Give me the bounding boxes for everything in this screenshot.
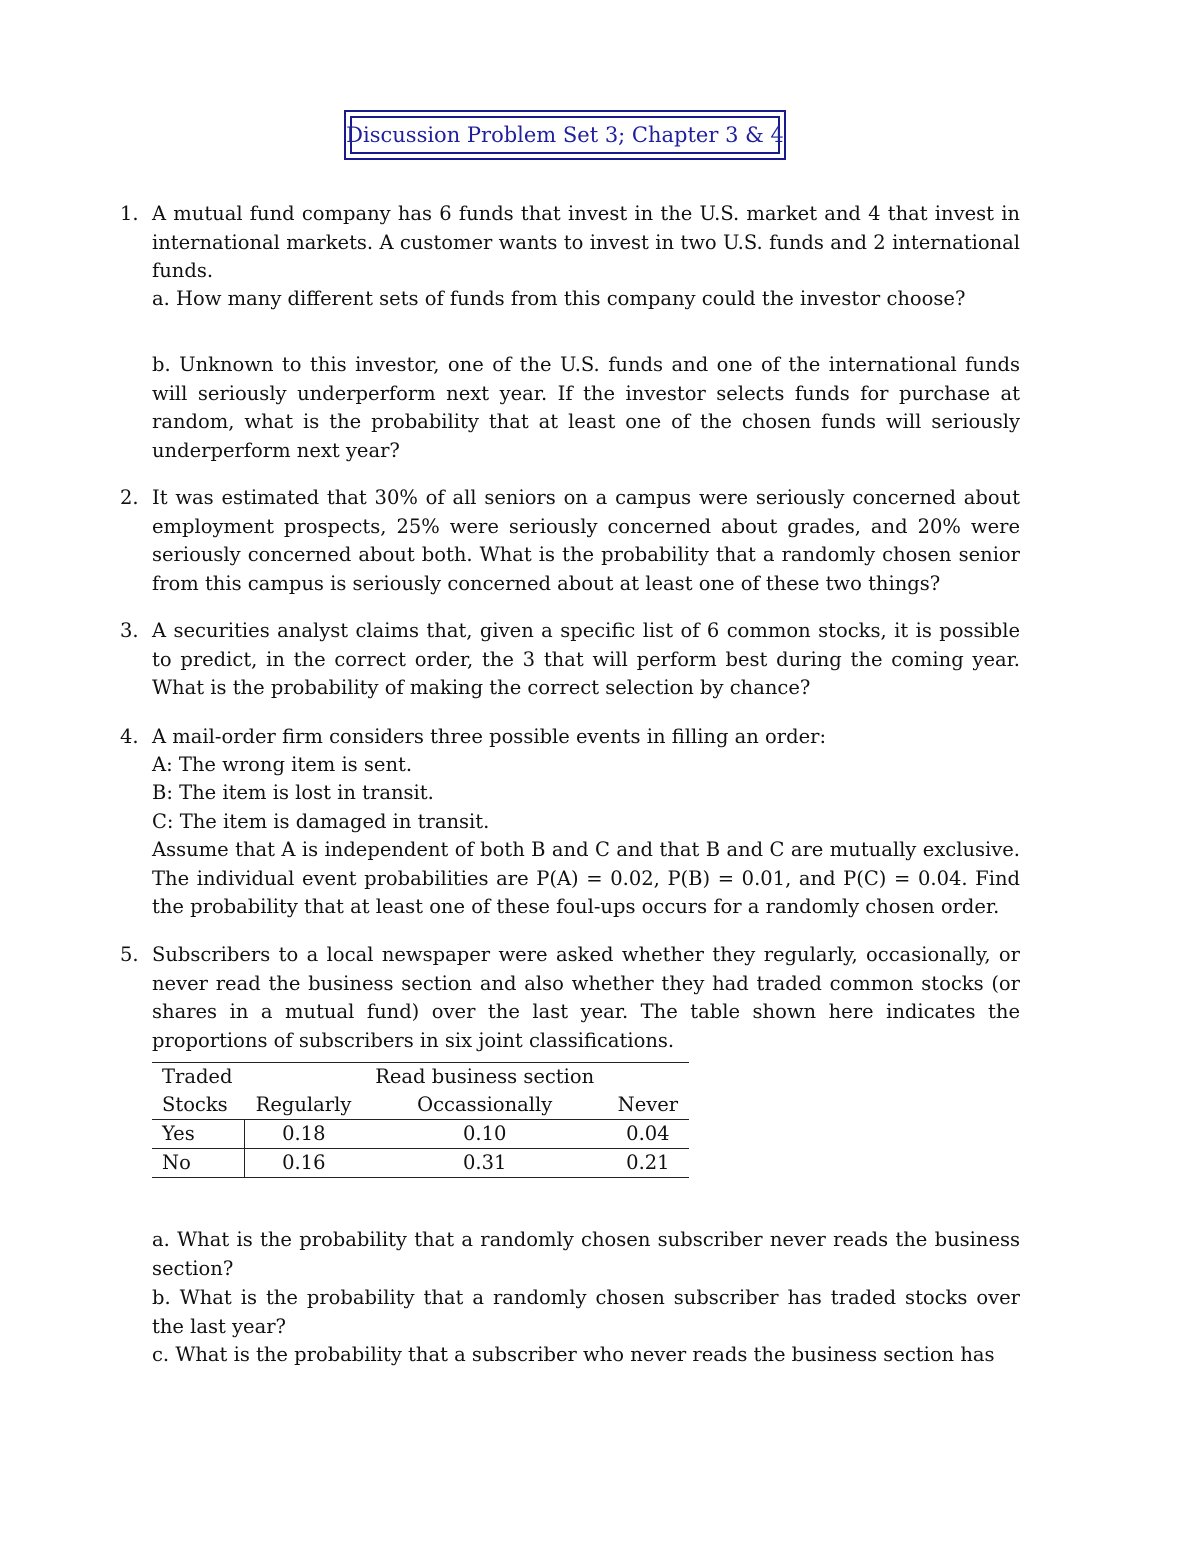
problem-4-text: Assume that A is independent of both B and C and that B and C are mutually exclusive. The individual event probabilities are P(A) = 0.02, P(B) = 0.01, and P(C) = 0.04. Find the probability that at least one of these foul-ups occurs for a randomly chosen order. [152, 838, 1020, 919]
row-header-bottom: Stocks [162, 1093, 228, 1116]
group-header: Read business section [375, 1065, 595, 1088]
problem-2-number: 2. [120, 486, 139, 509]
problem-4-number: 4. [120, 725, 139, 748]
problem-1-number: 1. [120, 202, 139, 225]
title-box [344, 110, 786, 160]
problem-1-text: A mutual fund company has 6 funds that invest in the U.S. market and 4 that invest in international markets. A customer wants to invest in two U.S. funds and 2 international funds. [152, 202, 1020, 283]
problem-4-event-c: C: The item is damaged in transit. [152, 810, 490, 833]
problem-4-event-b: B: The item is lost in transit. [152, 781, 434, 804]
column-header: Regularly [255, 1093, 352, 1116]
joint-classification-table [152, 1062, 689, 1178]
table-row [152, 1149, 689, 1178]
problem-4-intro: A mail-order firm considers three possible events in filling an order: [152, 725, 827, 748]
problem-5-text: Subscribers to a local newspaper were asked whether they regularly, occasionally, or never read the business section and also whether they had traded common stocks (or shares in a mutual fund) over the last year. The table shown here indicates the proportions of subscribers in six joint classifications. [152, 943, 1020, 1052]
table-header-row-2 [152, 1091, 689, 1120]
problem-5-part-a: a. What is the probability that a randomly chosen subscriber never reads the business section? [152, 1228, 1020, 1280]
table-header-row-1 [152, 1063, 689, 1092]
row-label: Yes [152, 1120, 244, 1149]
problem-1-part-b: b. Unknown to this investor, one of the U.S. funds and one of the international funds will seriously underperform next year. If the investor selects funds for purchase at random, what is the probability that at least one of the chosen funds will seriously underperform next year? [152, 353, 1020, 462]
table-cell: 0.21 [607, 1149, 689, 1178]
row-label: No [152, 1149, 244, 1178]
problem-4-event-a: A: The wrong item is sent. [152, 753, 413, 776]
problem-3-text: A securities analyst claims that, given a specific list of 6 common stocks, it is possible to predict, in the correct order, the 3 that will perform best during the coming year. What is the probability of making the correct selection by chance? [152, 619, 1020, 700]
problem-5-number: 5. [120, 943, 139, 966]
problem-3-number: 3. [120, 619, 139, 642]
problem-2-text: It was estimated that 30% of all seniors on a campus were seriously concerned about employment prospects, 25% were seriously concerned about grades, and 20% were seriously concerned about both. What is the probability that a randomly chosen senior from this campus is seriously concerned about at least one of these two things? [152, 486, 1020, 595]
problem-5-part-c: c. What is the probability that a subscriber who never reads the business section has [152, 1343, 995, 1366]
column-header: Occassionally [417, 1093, 553, 1116]
table-cell: 0.10 [363, 1120, 607, 1149]
page-title: Discussion Problem Set 3; Chapter 3 & 4 [346, 123, 784, 147]
table-cell: 0.31 [363, 1149, 607, 1178]
table-cell: 0.04 [607, 1120, 689, 1149]
column-header: Never [617, 1093, 679, 1116]
problem-1-part-a: a. How many different sets of funds from this company could the investor choose? [152, 287, 966, 310]
problem-5-part-b: b. What is the probability that a randomly chosen subscriber has traded stocks over the last year? [152, 1286, 1020, 1338]
table-cell: 0.16 [244, 1149, 362, 1178]
table-row [152, 1120, 689, 1149]
title-inner-frame [346, 116, 784, 154]
row-header-top: Traded [162, 1065, 233, 1088]
table-cell: 0.18 [244, 1120, 362, 1149]
